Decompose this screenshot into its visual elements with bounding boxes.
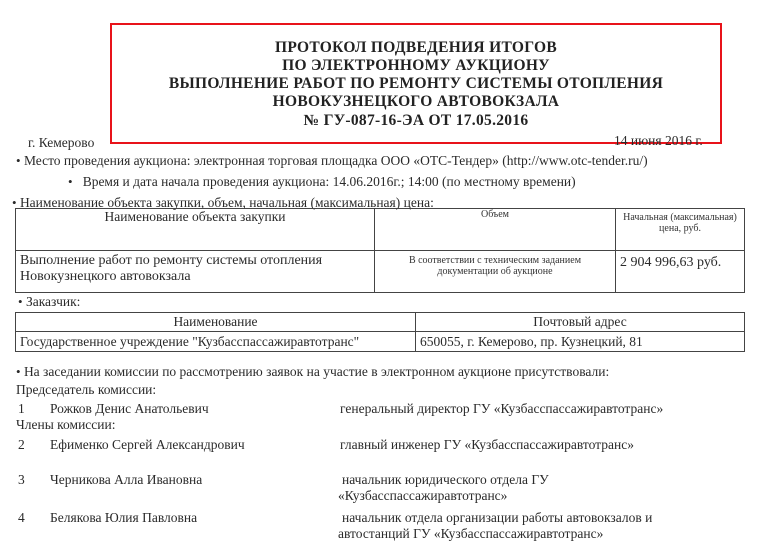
bullet-icon: • [16,364,21,379]
customer-address: 650055, г. Кемерово, пр. Кузнецкий, 81 [416,332,745,352]
title-line-3: ВЫПОЛНЕНИЕ РАБОТ ПО РЕМОНТУ СИСТЕМЫ ОТОПЛЕНИЯ [168,75,664,92]
member-role-cont: «Кузбасспассажиравтотранс» [338,488,508,503]
member-name: Ефименко Сергей Александрович [50,437,245,452]
time-line [68,174,576,190]
title-line-1: ПРОТОКОЛ ПОДВЕДЕНИЯ ИТОГОВ [274,39,558,56]
object-price: 2 904 996,63 руб. [616,251,745,293]
bullet-icon: • [18,294,23,309]
member-name: Рожков Денис Анатольевич [50,401,209,416]
object-heading: Наименование объекта закупки, объем, начальная (максимальная) цена: [19,195,434,210]
commission-heading: На заседании комиссии по рассмотрению заявок на участие в электронном аукционе присутствовали: [23,364,610,379]
member-role: генеральный директор ГУ «Кузбасспассажиравтотранс» [340,401,664,416]
header-volume: Объем [375,209,616,251]
commission-heading-line [16,364,609,380]
place-line [16,153,648,169]
members-label: Члены комиссии: [16,417,116,432]
header-object-name: Наименование объекта закупки [16,209,375,251]
member-name: Белякова Юлия Павловна [50,510,198,525]
title-line-5: № ГУ-087-16-ЭА ОТ 17.05.2016 [303,112,529,129]
bullet-icon: • [12,195,17,210]
customer-table [15,312,745,352]
document-date: 14 июня 2016 г. [614,133,703,148]
time-text: Время и дата начала проведения аукциона: 14.06.2016г.; 14:00 (по местному времени) [82,174,576,189]
table-header-row [16,313,745,332]
member-number: 1 [18,401,25,416]
table-header-row [16,209,745,251]
customer-heading-line [18,294,80,310]
header-postal-address: Почтовый адрес [416,313,745,332]
title-line-4: НОВОКУЗНЕЦКОГО АВТОВОКЗАЛА [272,93,560,110]
bullet-icon: • [68,174,73,189]
header-price: Начальная (максимальная) цена, руб. [616,209,745,251]
member-role-cont: автостанций ГУ «Кузбасспассажиравтотранс» [338,526,604,541]
object-name: Выполнение работ по ремонту системы отопления Новокузнецкого автовокзала [16,251,375,293]
header-customer-name: Наименование [16,313,416,332]
member-role: начальник отдела организации работы автовокзалов и [342,510,653,525]
city: г. Кемерово [28,135,95,150]
member-number: 2 [18,437,25,452]
member-name: Черникова Алла Ивановна [50,472,203,487]
chair-label: Председатель комиссии: [16,382,157,397]
customer-name: Государственное учреждение "Кузбасспассажиравтотранс" [16,332,416,352]
member-number: 4 [18,510,25,525]
table-row [16,251,745,293]
table-row [16,332,745,352]
member-role: начальник юридического отдела ГУ [342,472,549,487]
member-role: главный инженер ГУ «Кузбасспассажиравтотранс» [340,437,634,452]
title-line-2: ПО ЭЛЕКТРОННОМУ АУКЦИОНУ [282,57,550,74]
customer-heading: Заказчик: [25,294,81,309]
object-table [15,208,745,293]
bullet-icon: • [16,153,21,168]
object-volume: В соответствии с техническим заданием документации об аукционе [375,251,616,293]
place-text: Место проведения аукциона: электронная торговая площадка ООО «ОТС-Тендер» (http://www.otc-tender.ru/) [23,153,648,168]
member-number: 3 [18,472,25,487]
